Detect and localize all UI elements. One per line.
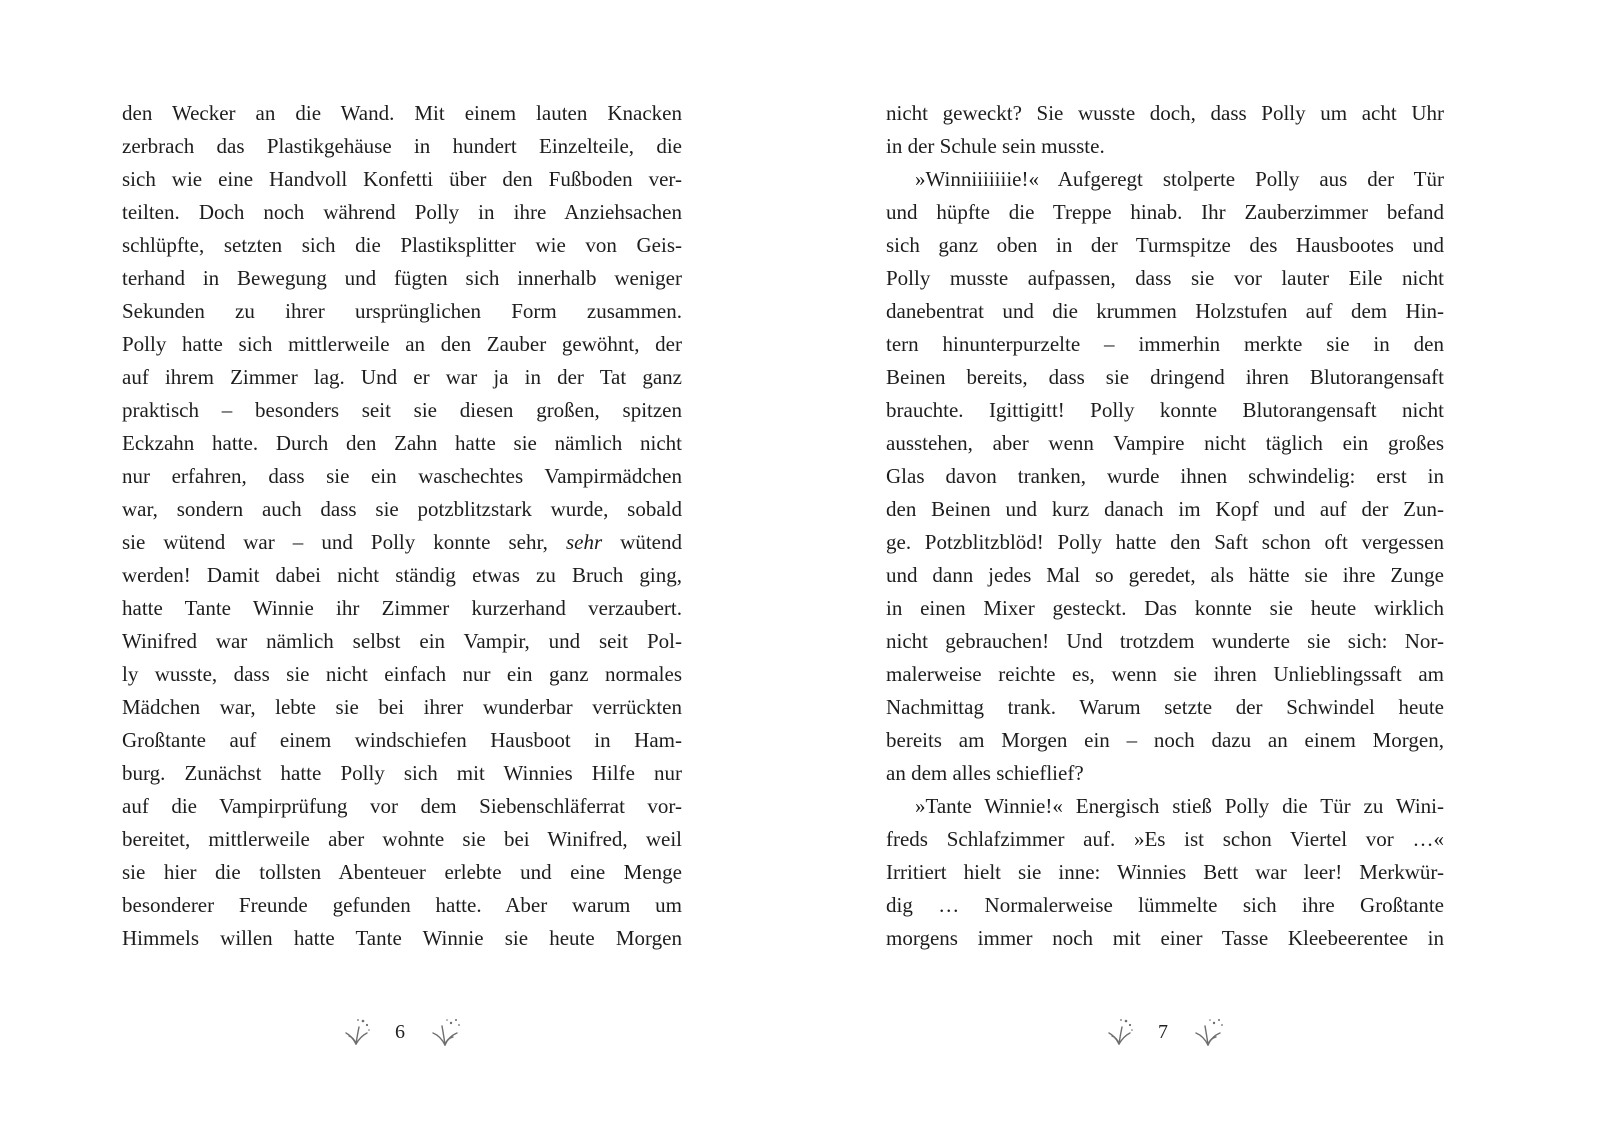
text-segment: hatte Tante Winnie ihr Zimmer kurzerhand verzaubert. [122,596,682,620]
text-segment: auf ihrem Zimmer lag. Und er war ja in der Tat ganz [122,365,682,389]
text-line [886,361,1444,394]
text-segment: Polly musste aufpassen, dass sie vor lauter Eile nicht [886,266,1444,290]
text-segment: an dem alles schieflief? [886,761,1084,785]
text-line [886,724,1444,757]
text-segment: Großtante auf einem windschiefen Hausboot in Ham- [122,728,682,752]
text-line [122,97,682,130]
text-line [886,922,1444,955]
text-segment: tern hinunterpurzelte – immerhin merkte sie in den [886,332,1444,356]
text-line [886,625,1444,658]
text-segment: zerbrach das Plastikgehäuse in hundert Einzelteile, die [122,134,682,158]
text-segment: nicht gebrauchen! Und trotzdem wunderte sie sich: Nor- [886,629,1444,653]
text-segment: dig … Normalerweise lümmelte sich ihre Großtante [886,893,1444,917]
text-segment: burg. Zunächst hatte Polly sich mit Winnies Hilfe nur [122,761,682,785]
text-segment: Irritiert hielt sie inne: Winnies Bett war leer! Merkwür- [886,860,1444,884]
text-line [122,163,682,196]
text-segment: werden! Damit dabei nicht ständig etwas zu Bruch ging, [122,563,682,587]
text-segment: Eckzahn hatte. Durch den Zahn hatte sie nämlich nicht [122,431,682,455]
text-line [886,493,1444,526]
text-segment: terhand in Bewegung und fügten sich innerhalb weniger [122,266,682,290]
text-segment: Nachmittag trank. Warum setzte der Schwindel heute [886,695,1444,719]
text-line [122,295,682,328]
text-segment: in einen Mixer gesteckt. Das konnte sie heute wirklich [886,596,1444,620]
sprig-ornament-icon [1192,1016,1226,1048]
text-segment: wütend [602,530,682,554]
text-line [122,658,682,691]
text-segment: schlüpfte, setzten sich die Plastiksplitter wie von Geis- [122,233,682,257]
text-line [886,229,1444,262]
text-line [886,757,1444,790]
text-line [122,856,682,889]
text-segment: Winifred war nämlich selbst ein Vampir, und seit Pol- [122,629,682,653]
text-segment: war, sondern auch dass sie potzblitzstark wurde, sobald [122,497,682,521]
text-line [886,691,1444,724]
text-segment: brauchte. Igittigitt! Polly konnte Blutorangensaft nicht [886,398,1444,422]
sprig-ornament-icon [341,1017,371,1047]
text-line [122,262,682,295]
text-line [886,262,1444,295]
text-line [886,394,1444,427]
text-line [886,130,1444,163]
page-number: 6 [395,1020,405,1043]
sprig-ornament-icon [1104,1017,1134,1047]
text-segment: nicht geweckt? Sie wusste doch, dass Polly um acht Uhr [886,101,1444,125]
text-line [122,823,682,856]
text-line [886,460,1444,493]
text-segment: und hüpfte die Treppe hinab. Ihr Zauberzimmer befand [886,200,1444,224]
text-line [886,328,1444,361]
text-segment: Himmels willen hatte Tante Winnie sie heute Morgen [122,926,682,950]
text-line [886,97,1444,130]
text-segment: ge. Potzblitzblöd! Polly hatte den Saft schon oft vergessen [886,530,1444,554]
text-line [122,625,682,658]
text-segment: ly wusste, dass sie nicht einfach nur ein ganz normales [122,662,682,686]
text-line [122,592,682,625]
text-segment: danebentrat und die krummen Holzstufen auf dem Hin- [886,299,1444,323]
text-segment: »Winniiiiiiie!« Aufgeregt stolperte Polly aus der Tür [915,167,1444,191]
text-segment: teilten. Doch noch während Polly in ihre Anziehsachen [122,200,682,224]
text-segment: praktisch – besonders seit sie diesen großen, spitzen [122,398,682,422]
text-segment: bereitet, mittlerweile aber wohnte sie bei Winifred, weil [122,827,682,851]
page-left [122,0,682,1130]
text-segment: besonderer Freunde gefunden hatte. Aber warum um [122,893,682,917]
text-line [886,592,1444,625]
text-segment: sie hier die tollsten Abenteuer erlebte und eine Menge [122,860,682,884]
text-line [122,559,682,592]
text-line [886,295,1444,328]
text-segment: sie wütend war – und Polly konnte sehr, [122,530,566,554]
text-segment: freds Schlafzimmer auf. »Es ist schon Viertel vor …« [886,827,1444,851]
text-segment: und dann jedes Mal so geredet, als hätte sie ihre Zunge [886,563,1444,587]
text-line [886,163,1444,196]
text-segment: Polly hatte sich mittlerweile an den Zauber gewöhnt, der [122,332,682,356]
text-segment: nur erfahren, dass sie ein waschechtes Vampirmädchen [122,464,682,488]
text-segment: Sekunden zu ihrer ursprünglichen Form zusammen. [122,299,682,323]
page-left-footer [122,1016,682,1048]
text-line [886,559,1444,592]
text-line [886,889,1444,922]
text-line [122,229,682,262]
text-line [122,889,682,922]
text-line [122,361,682,394]
text-line [886,856,1444,889]
text-segment: »Tante Winnie!« Energisch stieß Polly die Tür zu Wini- [915,794,1444,818]
text-segment-italic: sehr [565,530,603,554]
text-line [886,790,1444,823]
text-line [122,691,682,724]
text-line [122,724,682,757]
text-segment: in der Schule sein musste. [886,134,1105,158]
text-segment: auf die Vampirprüfung vor dem Siebenschläferrat vor- [122,794,682,818]
text-segment: sich ganz oben in der Turmspitze des Hausbootes und [886,233,1444,257]
text-line [886,526,1444,559]
text-line [122,493,682,526]
text-segment: Glas davon tranken, wurde ihnen schwindelig: erst in [886,464,1444,488]
text-segment: Beinen bereits, dass sie dringend ihren Blutorangensaft [886,365,1444,389]
text-line [122,196,682,229]
text-line [122,427,682,460]
sprig-ornament-icon [429,1016,463,1048]
text-line [886,196,1444,229]
text-line [122,130,682,163]
text-line [122,460,682,493]
text-line [886,823,1444,856]
text-segment: malerweise reichte es, wenn sie ihren Unlieblingssaft am [886,662,1444,686]
text-line [122,790,682,823]
text-line [886,427,1444,460]
text-segment: sich wie eine Handvoll Konfetti über den Fußboden ver- [122,167,682,191]
page-number: 7 [1158,1020,1168,1043]
text-segment: ausstehen, aber wenn Vampire nicht täglich ein großes [886,431,1444,455]
text-segment: den Wecker an die Wand. Mit einem lauten Knacken [122,101,682,125]
text-segment: Mädchen war, lebte sie bei ihrer wunderbar verrückten [122,695,682,719]
text-line [122,328,682,361]
text-line [122,922,682,955]
text-line [122,757,682,790]
text-line [886,658,1444,691]
page-right [886,0,1444,1130]
page-left-text [122,97,682,955]
text-segment: den Beinen und kurz danach im Kopf und auf der Zun- [886,497,1444,521]
text-segment: bereits am Morgen ein – noch dazu an einem Morgen, [886,728,1444,752]
page-right-footer [886,1016,1444,1048]
page-right-text [886,97,1444,955]
text-segment: morgens immer noch mit einer Tasse Kleebeerentee in [886,926,1444,950]
text-line [122,526,682,559]
text-line [122,394,682,427]
